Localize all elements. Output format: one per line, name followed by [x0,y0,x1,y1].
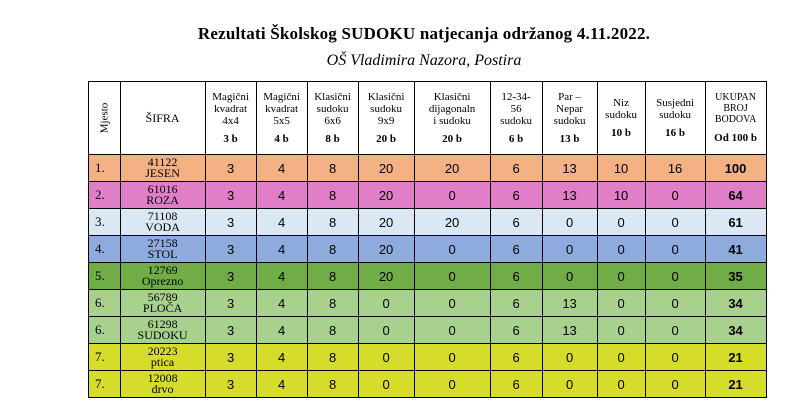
score-cell: 3 [205,344,256,371]
score-cell: 13 [542,182,597,209]
header-total [705,82,766,155]
code-number: 20223 [147,344,178,358]
header-task-5-label: dijagonaln [428,103,476,115]
header-task-3-points: 8 b [325,133,340,145]
score-cell: 0 [645,371,705,398]
score-cell: 0 [597,236,645,263]
code-word: ROZA [146,193,179,207]
header-task-6-label: 56 [510,103,522,115]
score-cell: 8 [307,263,358,290]
code-word: ptica [150,355,175,369]
header-task-1-label: 4x4 [222,115,239,127]
header-task-1-points: 3 b [223,133,238,145]
header-task-1 [205,82,256,155]
table-row [89,290,767,317]
score-cell: 0 [414,290,490,317]
place-cell: 6. [89,317,121,344]
header-task-6 [490,82,542,155]
score-cell: 0 [358,317,414,344]
score-cell: 3 [205,290,256,317]
results-table [88,81,767,398]
header-task-1-label: Magični [212,91,249,103]
header-task-5-points: 20 b [442,133,462,145]
total-cell: 64 [705,182,766,209]
score-cell: 20 [358,236,414,263]
score-cell: 3 [205,236,256,263]
score-cell: 4 [256,371,307,398]
header-task-7-label: sudoku [553,115,586,127]
total-cell: 100 [705,155,766,182]
table-row [89,209,767,236]
score-cell: 20 [358,182,414,209]
header-task-5-label: i sudoku [433,115,471,127]
place-cell: 6. [89,290,121,317]
header-task-7-points: 13 b [559,133,580,145]
header-task-8-label: sudoku [605,109,637,121]
score-cell: 0 [645,209,705,236]
code-cell [120,155,205,182]
score-cell: 0 [358,344,414,371]
place-cell: 4. [89,236,121,263]
table-row [89,344,767,371]
code-number: 61016 [147,182,178,196]
total-cell: 61 [705,209,766,236]
score-cell: 20 [414,209,490,236]
code-cell [120,290,205,317]
score-cell: 0 [414,236,490,263]
code-number: 27158 [147,236,178,250]
place-cell: 5. [89,263,121,290]
header-code: ŠIFRA [120,82,205,155]
score-cell: 0 [597,209,645,236]
header-task-4-label: sudoku [370,103,402,115]
score-cell: 0 [645,344,705,371]
score-cell: 0 [414,371,490,398]
score-cell: 6 [490,344,542,371]
score-cell: 8 [307,344,358,371]
header-task-3-label: sudoku [316,103,349,115]
table-row [89,236,767,263]
score-cell: 0 [358,290,414,317]
place-cell: 7. [89,344,121,371]
score-cell: 0 [645,182,705,209]
score-cell: 0 [542,263,597,290]
score-cell: 0 [414,344,490,371]
code-cell [120,182,205,209]
header-task-9-label: Susjedni [656,97,695,109]
score-cell: 0 [645,236,705,263]
score-cell: 4 [256,182,307,209]
score-cell: 0 [597,290,645,317]
score-cell: 0 [542,344,597,371]
place-cell: 3. [89,209,121,236]
header-task-6-label: sudoku [500,115,532,127]
score-cell: 6 [490,290,542,317]
score-cell: 10 [597,155,645,182]
total-cell: 41 [705,236,766,263]
score-cell: 20 [358,209,414,236]
score-cell: 3 [205,209,256,236]
code-number: 56789 [147,290,178,304]
score-cell: 6 [490,209,542,236]
header-task-4 [358,82,414,155]
header-total-label: BROJ [723,103,748,114]
place-cell: 2. [89,182,121,209]
header-task-2-label: kvadrat [265,103,299,115]
header-task-4-points: 20 b [376,133,396,145]
score-cell: 3 [205,263,256,290]
header-task-6-points: 6 b [508,133,524,145]
score-cell: 4 [256,317,307,344]
score-cell: 13 [542,317,597,344]
total-cell: 35 [705,263,766,290]
score-cell: 6 [490,155,542,182]
code-number: 12769 [147,263,178,277]
score-cell: 6 [490,236,542,263]
header-task-7-label: Nepar [556,103,583,115]
code-cell [120,317,205,344]
score-cell: 0 [542,371,597,398]
code-word: Oprezno [141,274,184,288]
score-cell: 8 [307,371,358,398]
score-cell: 20 [358,155,414,182]
score-cell: 3 [205,182,256,209]
score-cell: 0 [414,182,490,209]
score-cell: 4 [256,344,307,371]
score-cell: 0 [542,209,597,236]
table-row [89,317,767,344]
total-cell: 21 [705,344,766,371]
score-cell: 6 [490,371,542,398]
score-cell: 6 [490,317,542,344]
header-task-4-label: Klasični [367,91,405,103]
score-cell: 8 [307,182,358,209]
header-task-3-label: 6x6 [324,115,341,127]
header-task-9-label: sudoku [659,109,691,121]
header-task-8-points: 10 b [611,127,631,139]
score-cell: 6 [490,263,542,290]
score-cell: 0 [597,263,645,290]
results-body [89,155,767,398]
code-number: 12008 [147,371,178,385]
total-cell: 21 [705,371,766,398]
code-cell [120,344,205,371]
score-cell: 0 [414,263,490,290]
place-cell: 1. [89,155,121,182]
header-row [89,82,767,155]
header-task-9-points: 16 b [665,127,685,139]
page-subtitle: OŠ Vladimira Nazora, Postira [326,52,522,69]
header-task-9 [645,82,705,155]
code-word: PLOČA [142,301,183,315]
code-number: 71108 [147,209,178,223]
score-cell: 8 [307,155,358,182]
score-cell: 0 [542,236,597,263]
code-cell [120,263,205,290]
score-cell: 3 [205,317,256,344]
score-cell: 6 [490,182,542,209]
score-cell: 0 [414,317,490,344]
code-number: 41122 [147,155,178,169]
score-cell: 4 [256,155,307,182]
score-cell: 0 [597,344,645,371]
score-cell: 8 [307,290,358,317]
total-cell: 34 [705,317,766,344]
header-place: Mjesto [89,82,121,155]
score-cell: 8 [307,209,358,236]
code-word: JESEN [145,166,180,180]
score-cell: 4 [256,209,307,236]
header-task-7 [542,82,597,155]
score-cell: 0 [597,371,645,398]
header-task-2-points: 4 b [274,133,289,145]
code-number: 61298 [147,317,178,331]
total-cell: 34 [705,290,766,317]
score-cell: 0 [645,290,705,317]
header-task-5-label: Klasični [433,91,471,103]
score-cell: 0 [597,317,645,344]
table-row [89,182,767,209]
page-title: Rezultati Školskog SUDOKU natjecanja održanog 4.11.2022. [197,24,651,43]
header-task-2-label: 5x5 [273,115,290,127]
header-task-3 [307,82,358,155]
header-task-2-label: Magični [263,91,300,103]
header-task-6-label: 12-34- [501,91,531,103]
code-word: STOL [147,247,178,261]
score-cell: 4 [256,290,307,317]
code-cell [120,236,205,263]
header-task-1-label: kvadrat [214,103,248,115]
table-row [89,155,767,182]
header-task-8 [597,82,645,155]
place-cell: 7. [89,371,121,398]
header-total-points: Od 100 b [714,132,757,144]
header-task-5 [414,82,490,155]
table-row [89,263,767,290]
code-word: SUDOKU [137,328,188,342]
score-cell: 3 [205,371,256,398]
score-cell: 0 [358,371,414,398]
score-cell: 0 [645,317,705,344]
header-task-3-label: Klasični [314,91,351,103]
score-cell: 13 [542,290,597,317]
header-task-8-label: Niz [613,97,629,109]
score-cell: 8 [307,317,358,344]
score-cell: 0 [645,263,705,290]
score-cell: 10 [597,182,645,209]
score-cell: 13 [542,155,597,182]
score-cell: 20 [414,155,490,182]
header-total-label: BODOVA [714,114,757,125]
score-cell: 4 [256,263,307,290]
header-task-7-label: Par – [558,91,582,103]
header-task-4-label: 9x9 [377,115,395,127]
code-cell [120,371,205,398]
header-total-label: UKUPAN [715,92,756,103]
header-task-2 [256,82,307,155]
score-cell: 8 [307,236,358,263]
score-cell: 4 [256,236,307,263]
code-word: drvo [151,382,174,396]
code-word: VODA [145,220,180,234]
score-cell: 3 [205,155,256,182]
score-cell: 20 [358,263,414,290]
table-row [89,371,767,398]
code-cell [120,209,205,236]
score-cell: 16 [645,155,705,182]
